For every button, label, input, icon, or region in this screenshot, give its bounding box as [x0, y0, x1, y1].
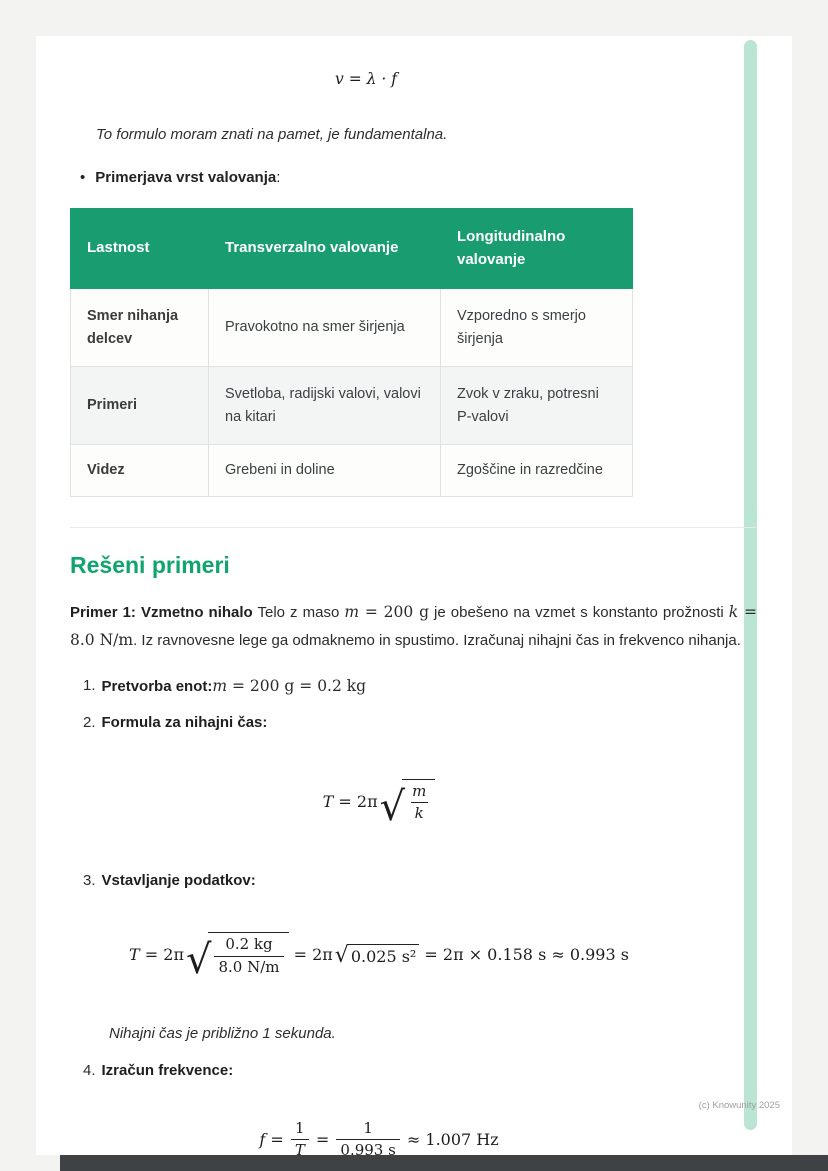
row-label: Smer nihanja delcev [71, 289, 209, 367]
step-number: 3. [83, 871, 96, 889]
section-heading: Rešeni primeri [70, 552, 230, 578]
radical-icon: √ [379, 783, 406, 830]
fraction-numerator: m [412, 781, 427, 800]
math-tail: ≈ 1.007 Hz [401, 1130, 499, 1150]
page-content [36, 36, 792, 1161]
formula-substitution [83, 932, 675, 984]
math-eq: = [265, 1130, 289, 1150]
cell-transverzalno: Pravokotno na smer širjenja [209, 289, 441, 367]
inline-math-var: m [212, 676, 228, 695]
fraction-denominator: 8.0 N/m [214, 956, 283, 978]
section-divider [70, 527, 756, 528]
fraction-denominator: T [291, 1139, 309, 1161]
formula-period-text [322, 779, 436, 830]
formula-frequency [83, 1119, 675, 1161]
comparison-table [70, 208, 633, 497]
list-item-comparison [80, 169, 757, 186]
math-eq: = 2π [288, 945, 333, 965]
inline-math: = 8.0 N/m [70, 603, 757, 649]
step-4 [83, 1060, 757, 1083]
cell-longitudinalno: Zvok v zraku, potresni P-valovi [441, 367, 633, 445]
step-body [102, 870, 256, 893]
step-label: Vstavljanje podatkov: [101, 871, 256, 889]
math-var-f: f [259, 1130, 266, 1150]
radicand: 0.025 s² [347, 944, 420, 966]
step-3 [83, 870, 757, 893]
bullet-suffix: : [276, 169, 281, 186]
formula-frequency-text [259, 1119, 498, 1161]
step-1 [83, 675, 757, 699]
radicand [208, 932, 288, 977]
formula-period [83, 779, 675, 830]
formula-wave-speed-text: v = λ · f [335, 70, 397, 88]
fraction [291, 1119, 309, 1161]
formula-wave-speed [70, 70, 662, 88]
example-text: je obešeno na vzmet s konstanto prožnosti [429, 604, 729, 621]
cell-transverzalno: Svetloba, radijski valovi, valovi na kitari [209, 367, 441, 445]
bullet-label: Primerjava vrst valovanja [95, 169, 277, 186]
step-body [102, 1060, 234, 1083]
step-label: Izračun frekvence: [101, 1062, 234, 1080]
math-tail: = 2π × 0.158 s ≈ 0.993 s [419, 945, 629, 965]
math-var-T: T [129, 945, 140, 965]
table-header-row [71, 209, 633, 289]
math-var-T: T [322, 791, 334, 811]
table-header-transverzalno: Transverzalno valovanje [209, 209, 441, 289]
table-header-lastnost: Lastnost [71, 209, 209, 289]
row-label: Primeri [71, 367, 209, 445]
example-text: Telo z maso [252, 604, 345, 621]
table-header-longitudinalno: Longitudinalno valovanje [441, 209, 633, 289]
step-number: 4. [83, 1062, 96, 1080]
step-label: Formula za nihajni čas: [101, 714, 268, 732]
fraction-denominator: 0.993 s [336, 1139, 399, 1161]
step-number: 1. [83, 676, 96, 694]
row-label: Videz [71, 445, 209, 497]
cell-longitudinalno: Zgoščine in razredčine [441, 445, 633, 497]
radical-icon: √ [185, 937, 212, 984]
example-text: . Iz ravnovesne lege ga odmaknemo in spustimo. Izračunaj nihajni čas in frekvenco nihanja. [133, 631, 741, 649]
step-2 [83, 712, 757, 735]
copyright-notice: (c) Knowunity 2025 [698, 1100, 780, 1111]
example-paragraph [70, 599, 757, 655]
table-row [71, 289, 633, 367]
math-eq: = 2π [333, 791, 378, 811]
bullet-icon: • [80, 169, 86, 186]
square-root [334, 943, 420, 969]
cell-transverzalno: Grebeni in doline [209, 445, 441, 497]
solution-steps [83, 675, 757, 1161]
inline-math: = 200 g [359, 603, 429, 621]
bullet-label-wrap [95, 169, 280, 186]
document-page [36, 36, 792, 1160]
fraction [336, 1119, 399, 1161]
math-eq: = 2π [139, 945, 184, 965]
inline-math-var: m [344, 603, 360, 621]
step-label: Pretvorba enot: [101, 677, 213, 695]
square-root [379, 779, 436, 830]
fraction-numerator: 1 [295, 1118, 305, 1137]
note-period-result: Nihajni čas je približno 1 sekunda. [109, 1025, 336, 1043]
radicand [402, 779, 435, 824]
note-fundamental: To formulo moram znati na pamet, je fundamentalna. [96, 126, 448, 143]
radical-icon: √ [334, 943, 349, 969]
fraction-numerator: 1 [363, 1118, 373, 1137]
table-row [71, 367, 633, 445]
square-root [185, 932, 289, 984]
fraction [214, 935, 283, 977]
example-title: Primer 1: Vzmetno nihalo [70, 604, 253, 621]
math-eq: = [310, 1130, 335, 1150]
inline-math-var: k [728, 603, 739, 621]
fraction [408, 782, 430, 824]
step-body [102, 712, 268, 735]
fraction-numerator: 0.2 kg [225, 935, 273, 954]
inline-math: = 200 g = 0.2 kg [227, 676, 367, 695]
fraction-denominator: k [411, 802, 428, 824]
step-body [102, 675, 367, 699]
formula-substitution-text [129, 932, 629, 984]
cell-longitudinalno: Vzporedno s smerjo širjenja [441, 289, 633, 367]
table-row [71, 445, 633, 497]
step-number: 2. [83, 714, 96, 732]
